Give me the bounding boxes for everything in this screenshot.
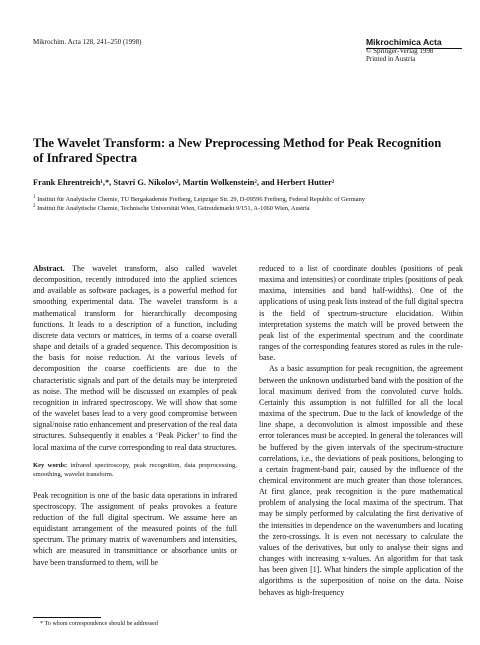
left-column — [33, 263, 237, 568]
affiliation-2-number: 2 — [33, 204, 36, 209]
affiliation-1-number: 1 — [33, 195, 36, 200]
affiliation-2 — [33, 204, 463, 212]
journal-citation: Mikrochim. Acta 128, 241–250 (1998) — [33, 38, 142, 46]
affiliation-2-text: Institut für Analytische Chemie, Technische Universität Wien, Getreidemarkt 9/151, A-1060 Wien, Austria — [37, 205, 310, 213]
affiliation-1 — [33, 195, 463, 203]
publisher-line: © Springer-Verlag 1998 — [366, 47, 434, 55]
journal-rule — [366, 48, 462, 49]
body-paragraph-2: As a basic assumption for peak recognition, the agreement between the unknown undisturbed band with the position of the local maximum derived from the convoluted curve holds. Certainly this assumption is not fulfilled for all the local maxima of the spectrum. Due to the lack of knowledge of the line shape, a deconvolution is almost impossible and these error tolerances must be accepted. In general the tolerances will be buffered by the given intervals of the spectrum-structure correlations, i.e., the deviations of peak positions, belonging to a certain fragment-band pair, caused by the influence of the chemical environment are much greater than those tolerances. At first glance, peak recognition is the pure mathematical problem of analysing the local maxima of the spectrum. That may be simply performed by calculating the first derivative of the intensities in dependence on the wavenumbers and locating the zero-crossings. It is even not necessary to calculate the values of the derivatives, but only to analyse their signs and changes with increasing x-values. An algorithm for that task has been given [1]. What hinders the simple application of the algorithms is the superposition of noise on the data. Noise behaves as high-frequency — [259, 364, 463, 597]
footnote-rule — [33, 617, 101, 618]
paper-title: The Wavelet Transform: a New Preprocessing Method for Peak Recognition of Infrared Spectra — [33, 136, 442, 165]
keywords-label: Key words: — [33, 461, 68, 469]
keywords — [33, 461, 237, 479]
journal-block — [366, 37, 462, 63]
author-list: Frank Ehrentreich¹,*, Stavri G. Nikolov², Martin Wolkenstein², and Herbert Hutter² — [33, 178, 335, 187]
journal-name: Mikrochimica Acta — [366, 37, 442, 47]
keywords-text: infrared spectroscopy, peak recognition, data preprocessing, smoothing, wavelet transform. — [33, 461, 237, 478]
abstract — [33, 263, 237, 453]
body-paragraph-1: reduced to a list of coordinate doubles (positions of peak maxima and intensities) or coordinate triples (positions of peak maxima, intensities and band half-widths). One of the applications of using peak lists instead of the full digital spectra is the field of spectrum-structure elucidation. Within interpretation systems the match will be proved between the peak list of the experimental spectrum and the coordinate ranges of the corresponding features stored as rules in the rule-base. — [259, 264, 463, 363]
footnote: * To whom correspondence should be addressed — [40, 621, 158, 627]
affiliation-1-text: Institut für Analytische Chemie, TU Bergakademie Freiberg, Leipziger Str. 29, D-09596 Freiberg, Federal Republic of Germany — [37, 196, 365, 204]
abstract-text: The wavelet transform, also called wavelet decomposition, recently introduced into the applied sciences and available as software packages, is a powerful method for smoothing experimental data. The wavelet transform is a mathematical transform for hierarchically decomposing functions. It leads to a description of a function, including discrete data vectors or matrices, in terms of a coarse overall shape and details of a graded sequence. This decomposition is the basis for noise reduction. At the various levels of decomposition the coarse coefficients are due to the characteristic signals and part of the details may be interpreted as noise. The method will be discussed on examples of peak recognition in infrared spectroscopy. We will show that some of the wavelet bases lead to a very good compromise between signal/noise ratio enhancement and preservation of the real data structures. Subsequently it enables a ‘Peak Picker’ to find the local maxima of the curve corresponding to real data structures. — [33, 264, 237, 452]
abstract-label: Abstract. — [33, 264, 65, 273]
printed-line: Printed in Austria — [366, 55, 416, 64]
right-column — [259, 263, 463, 598]
intro-paragraph: Peak recognition is one of the basic data operations in infrared spectroscopy. The assignment of peaks provokes a feature reduction of the full digital spectrum. We assume here an equidistant arrangement of the measured points of the full spectrum. The primary matrix of wavenumbers and intensities, which are measured in transmittance or absorbance units or have been transformed to them, will be — [33, 490, 237, 567]
